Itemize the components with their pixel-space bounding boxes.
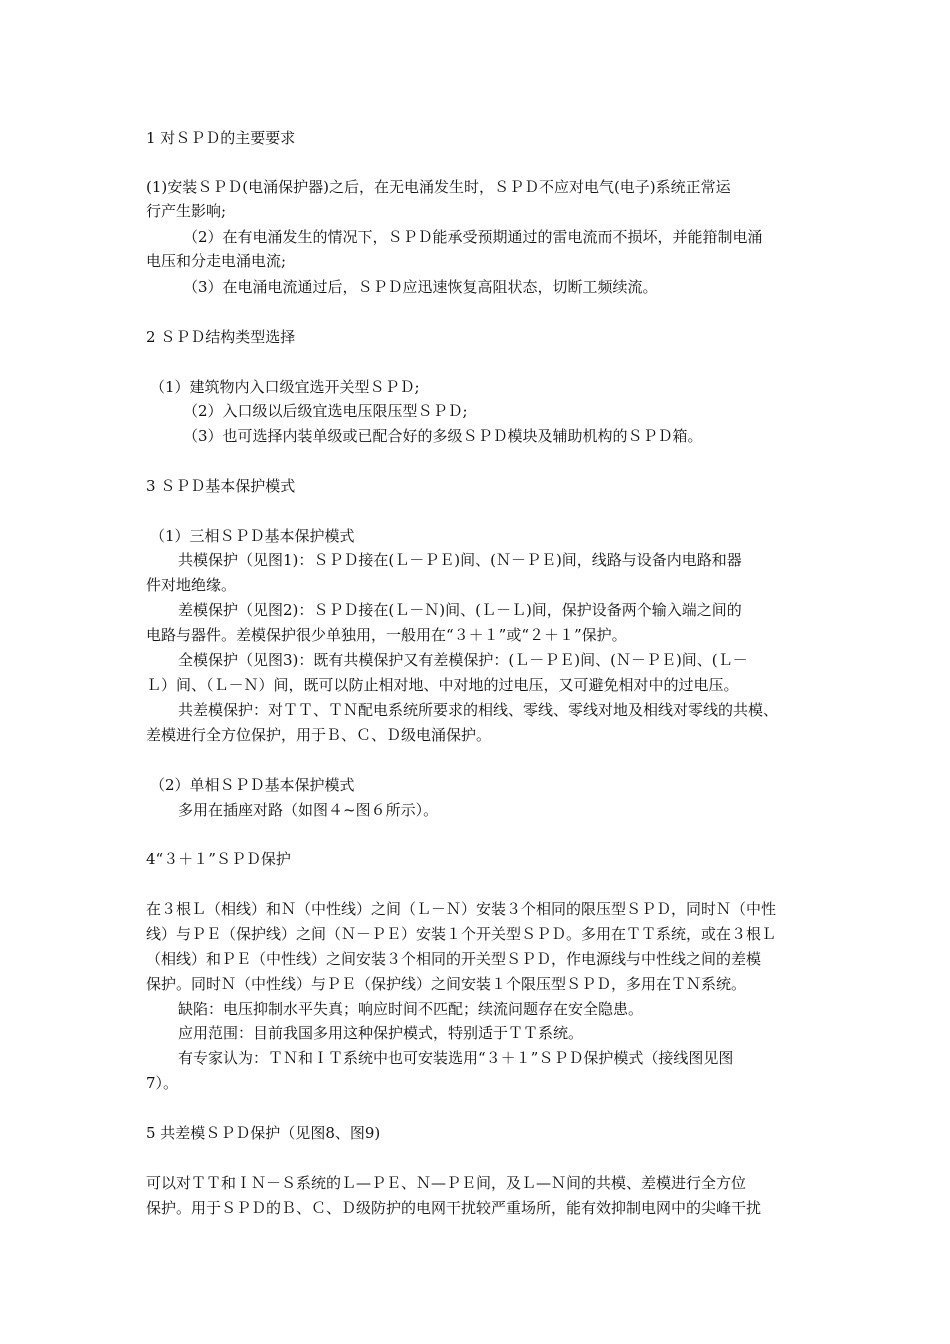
paragraph-line: 件对地绝缘。: [146, 576, 237, 594]
paragraph-line: 共模保护（见图1)：ＳＰＤ接在(Ｌ－ＰＥ)间、(Ｎ－ＰＥ)间，线路与设备内电路和器: [178, 551, 742, 569]
paragraph-line: 保护。同时Ｎ（中性线）与ＰＥ（保护线）之间安装１个限压型ＳＰＤ，多用在ＴＮ系统。: [146, 975, 747, 993]
paragraph-line: 应用范围：目前我国多用这种保护模式，特别适于ＴＴ系统。: [178, 1024, 584, 1042]
paragraph-line: 全模保护（见图3)：既有共模保护又有差模保护：(Ｌ－ＰＥ)间、(Ｎ－ＰＥ)间、(Ｌ－: [178, 651, 748, 669]
paragraph-line: 缺陷：电压抑制水平失真；响应时间不匹配；续流问题存在安全隐患。: [178, 1000, 644, 1018]
section-4-heading: 4“３＋１”ＳＰＤ保护: [146, 850, 291, 868]
paragraph-line: 电路与器件。差模保护很少单独用，一般用在“３＋１”或“２＋１”保护。: [146, 626, 627, 644]
section-5-heading: 5 共差模ＳＰＤ保护（见图8、图9): [146, 1124, 381, 1142]
paragraph-line: 共差模保护：对ＴＴ、ＴＮ配电系统所要求的相线、零线、零线对地及相线对零线的共模、: [178, 701, 779, 719]
paragraph-line: 行产生影响;: [146, 202, 227, 220]
paragraph-line: 差模进行全方位保护，用于Ｂ、Ｃ、Ｄ级电涌保护。: [146, 726, 492, 744]
paragraph-line: (1)安装ＳＰＤ(电涌保护器)之后，在无电涌发生时，ＳＰＤ不应对电气(电子)系统正常运: [146, 178, 731, 196]
paragraph-line: 有专家认为：ＴＮ和ＩＴ系统中也可安装选用“３＋１”ＳＰＤ保护模式（接线图见图: [178, 1049, 734, 1067]
subsection-heading: （2）单相ＳＰＤ基本保护模式: [150, 776, 355, 794]
section-3-heading: 3 ＳＰＤ基本保护模式: [146, 477, 296, 495]
paragraph-line: （1）建筑物内入口级宜选开关型ＳＰＤ;: [150, 378, 420, 396]
paragraph-line: 可以对ＴＴ和ＩＮ－Ｓ系统的Ｌ—ＰＥ、Ｎ—ＰＥ间，及Ｌ—Ｎ间的共模、差模进行全方位: [146, 1174, 747, 1192]
paragraph-line: 电压和分走电涌电流;: [146, 252, 287, 270]
paragraph-line: （相线）和ＰＥ（中性线）之间安装３个相同的开关型ＳＰＤ，作电源线与中性线之间的差模: [146, 950, 762, 968]
paragraph-line: （2）入口级以后级宜选电压限压型ＳＰＤ;: [183, 402, 468, 420]
paragraph-line: （2）在有电涌发生的情况下，ＳＰＤ能承受预期通过的雷电流而不损坏，并能箝制电涌: [183, 228, 763, 246]
subsection-heading: （1）三相ＳＰＤ基本保护模式: [150, 527, 355, 545]
paragraph-line: Ｌ）间、（Ｌ－Ｎ）间，既可以防止相对地、中对地的过电压，又可避免相对中的过电压。: [146, 676, 739, 694]
section-2-heading: 2 ＳＰＤ结构类型选择: [146, 328, 296, 346]
section-1-heading: 1 对ＳＰＤ的主要要求: [146, 129, 296, 147]
paragraph-line: 保护。用于ＳＰＤ的Ｂ、Ｃ、Ｄ级防护的电网干扰较严重场所，能有效抑制电网中的尖峰干扰: [146, 1199, 762, 1217]
paragraph-line: 7）。: [146, 1074, 179, 1092]
paragraph-line: 差模保护（见图2)：ＳＰＤ接在(Ｌ－Ｎ)间、(Ｌ－Ｌ)间，保护设备两个输入端之间的: [178, 601, 742, 619]
paragraph-line: 在３根Ｌ（相线）和Ｎ（中性线）之间（Ｌ－Ｎ）安装３个相同的限压型ＳＰＤ，同时Ｎ（中性: [146, 900, 777, 918]
paragraph-line: 线）与ＰＥ（保护线）之间（Ｎ－ＰＥ）安装１个开关型ＳＰＤ。多用在ＴＴ系统，或在３根Ｌ: [146, 925, 777, 943]
paragraph-line: 多用在插座对路（如图４~图６所示）。: [178, 801, 439, 819]
paragraph-line: （3）也可选择内装单级或已配合好的多级ＳＰＤ模块及辅助机构的ＳＰＤ箱。: [183, 427, 703, 445]
paragraph-line: （3）在电涌电流通过后，ＳＰＤ应迅速恢复高阻状态，切断工频续流。: [183, 278, 658, 296]
